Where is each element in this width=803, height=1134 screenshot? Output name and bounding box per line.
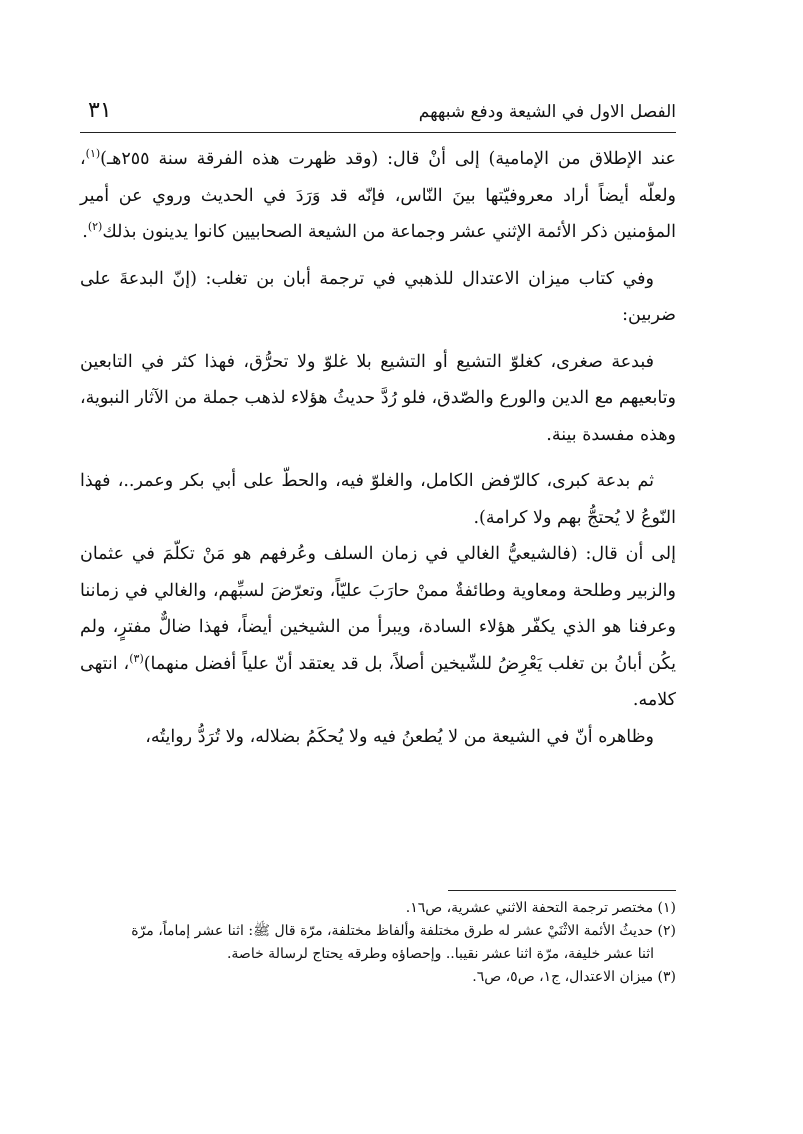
book-page: [80, 96, 676, 1076]
paragraph-4: ثم بدعة كبرى، كالرّفض الكامل، والغلوّ فيه، والحطّ على أبي بكر وعمر..، فهذا النّوعُ لا يُحتجُّ بهم ولا كرامة).: [80, 471, 676, 528]
footnote-ref-2: (٢): [87, 220, 103, 234]
footnotes: [80, 890, 676, 989]
paragraph-5-text-a: إلى أن قال: (فالشيعيُّ الغالي في زمان السلف وعُرفهم هو مَنْ تكلّمَ في عثمان والزبير وطلحة ومعاوية وطائفةٌ ممنْ حارَبَ عليّاً، وتعرّضَ لسبِّهم، والغالي في زماننا وعرفنا هو الذي يكفّر هؤلاء السادة، ويبرأ من الشيخين أيضاً، فهذا ضالٌّ مفترٍ، ولم يكُن أبانُ بن تغلب يَعْرِضُ للشّيخين أصلاً، بل قد يعتقد أنّ علياً أفضل منهما): [80, 544, 676, 674]
footnote-3: (٣) ميزان الاعتدال، ج١، ص٥، ص٦.: [472, 969, 676, 985]
footnote-1: (١) مختصر ترجمة التحفة الاثني عشرية، ص١٦.: [405, 900, 676, 916]
paragraph-5-text-b: ، انتهى كلامه.: [80, 653, 676, 710]
page-number: ٣١: [88, 98, 112, 123]
footnote-ref-3: (٣): [129, 651, 144, 665]
paragraph-5: [80, 536, 676, 719]
running-header: [80, 96, 676, 133]
body-text: [80, 141, 676, 755]
paragraph-6: وظاهره أنّ في الشيعة من لا يُطعنُ فيه ولا يُحكَمُ بضلاله، ولا تُرَدُّ روايتُه،: [145, 726, 654, 747]
footnote-ref-1: (١): [85, 147, 101, 161]
paragraph-3: فبدعة صغرى، كغلوّ التشيع أو التشيع بلا غلوّ ولا تحرُّق، فهذا كثر في التابعين وتابعيهم مع الدين والورع والصّدق، فلو رُدَّ حديثُ هؤلاء لذهب جملة من الآثار النبوية، وهذه مفسدة بينة.: [80, 351, 676, 445]
footnote-divider: [448, 890, 676, 891]
paragraph-1-text-a: عند الإطلاق من الإمامية) إلى أنْ قال: (وقد ظهرت هذه الفرقة سنة ٢٥٥هـ): [100, 149, 676, 169]
paragraph-1-text-b: ، ولعلّه أيضاً أراد معروفيّتها بينَ النّاس، فإنّه قد وَرَدَ في الحديث وروي عن أمير المؤمنين ذكر الأئمة الإثني عشر وجماعة من الشيعة الصحابيين كانوا يدينون بذلك: [80, 149, 676, 242]
paragraph-1: [80, 141, 676, 251]
footnote-2-continuation: اثنا عشر خليفة، مرّة اثنا عشر نقيبا.. وإحصاؤه وطرقه يحتاج لرسالة خاصة.: [226, 946, 654, 962]
paragraph-2: وفي كتاب ميزان الاعتدال للذهبي في ترجمة أبان بن تغلب: (إنّ البدعةَ على ضربين:: [80, 268, 676, 325]
footnote-2: (٢) حديثُ الأئمة الاثْنَيْ عشر له طرق مختلفة وألفاظ مختلفة، مرّة قال ﷺ: اثنا عشر إماماً، مرّة: [131, 923, 676, 939]
paragraph-1-text-c: .: [82, 222, 88, 242]
chapter-title: الفصل الاول في الشيعة ودفع شبههم: [418, 102, 676, 122]
